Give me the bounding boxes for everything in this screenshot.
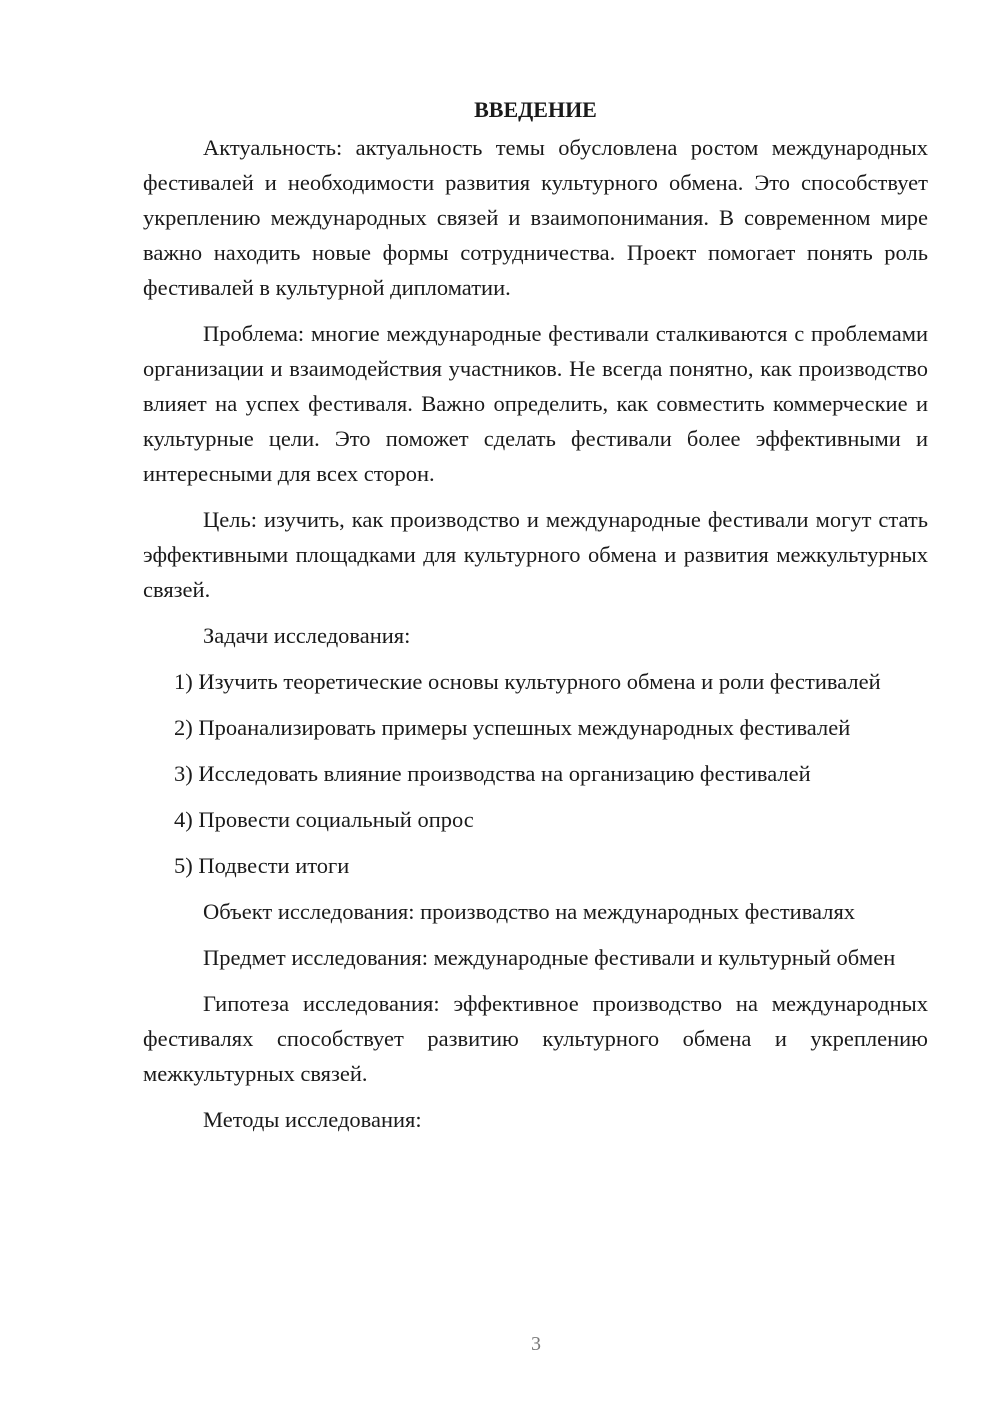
task-item: 2) Проанализировать примеры успешных международных фестивалей — [174, 715, 851, 740]
subject-paragraph: Предмет исследования: международные фестивали и культурный обмен — [203, 945, 896, 970]
document-page — [143, 92, 928, 1148]
task-item: 5) Подвести итоги — [174, 853, 350, 878]
section-heading: ВВЕДЕНИЕ — [474, 97, 597, 122]
problem-paragraph: Проблема: многие международные фестивали сталкиваются с проблемами организации и взаимодействия участников. Не всегда понятно, как производство влияет на успех фестиваля. Важно определить, как совместить коммерческие и культурные цели. Это поможет сделать фестивали более эффективными и интересными для всех сторон. — [143, 321, 928, 486]
task-item: 1) Изучить теоретические основы культурного обмена и роли фестивалей — [174, 669, 881, 694]
relevance-paragraph: Актуальность: актуальность темы обусловлена ростом международных фестивалей и необходимости развития культурного обмена. Это способствует укреплению международных связей и взаимопонимания. В современном мире важно находить новые формы сотрудничества. Проект помогает понять роль фестивалей в культурной дипломатии. — [143, 135, 928, 300]
task-item: 3) Исследовать влияние производства на организацию фестивалей — [174, 761, 811, 786]
goal-paragraph: Цель: изучить, как производство и международные фестивали могут стать эффективными площадками для культурного обмена и развития межкультурных связей. — [143, 507, 928, 602]
object-paragraph: Объект исследования: производство на международных фестивалях — [203, 899, 856, 924]
page-number: 3 — [531, 1333, 541, 1355]
tasks-heading: Задачи исследования: — [203, 623, 411, 648]
hypothesis-paragraph: Гипотеза исследования: эффективное производство на международных фестивалях способствует развитию культурного обмена и укреплению межкультурных связей. — [143, 991, 928, 1086]
methods-paragraph: Методы исследования: — [203, 1107, 422, 1132]
task-item: 4) Провести социальный опрос — [174, 807, 474, 832]
